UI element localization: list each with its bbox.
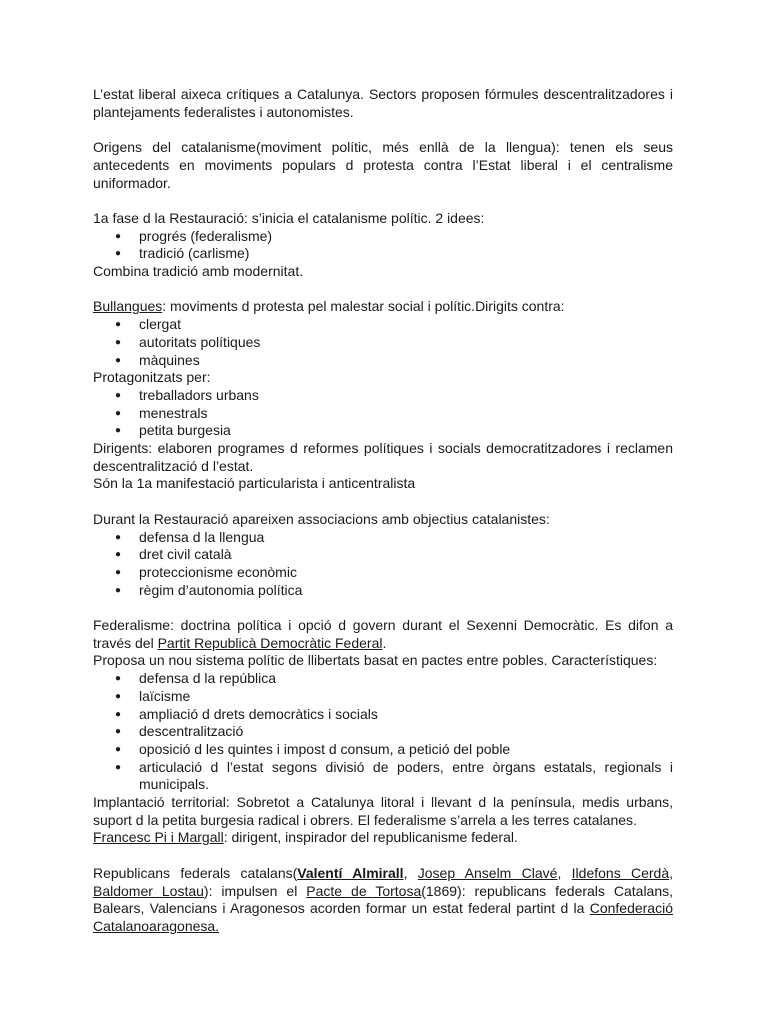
list-item: ● tradició (carlisme) [93,245,673,263]
pacte-tortosa-link[interactable]: Pacte de Tortosa [306,882,422,899]
clave-link[interactable]: Josep Anselm Clavé [417,864,558,881]
list-item: ● articulació d l’estat segons divisió de poders, entre òrgans estatals, regionals i municipals. [93,759,673,794]
list-item: ● menestrals [93,405,673,423]
list-item: ● laïcisme [93,688,673,706]
list-item: ● màquines [93,352,673,370]
implantacio-paragraph: Implantació territorial: Sobretot a Catalunya litoral i llevant d la península, medis urbans, suport d la petita burgesia radical i obrers. El federalisme s’arrela a les terres catalanes. [93,794,673,828]
list-item: ● oposició d les quintes i impost d consum, a petició del poble [93,741,673,759]
list-item: ● proteccionisme econòmic [93,564,673,582]
partit-link[interactable]: Partit Republicà Democràtic Federal [157,634,383,651]
origens-paragraph: Origens del catalanisme(moviment polític, més enllà de la llengua): tenen els seus antecedents en moviments populars d protesta contra l’Estat liberal i el centralisme uniformador. [93,139,673,191]
list-item: ● dret civil català [93,546,673,564]
list-item: ● petita burgesia [93,422,673,440]
lostau-link[interactable]: Baldomer Lostau [93,882,204,899]
bullangues-heading: Bullangues: moviments d protesta pel malestar social i polític.Dirigits contra: [93,298,565,315]
protagonists-heading: Protagonitzats per: [93,369,211,386]
proposa-paragraph: Proposa un nou sistema polític de llibertats basat en pactes entre pobles. Característiques: [93,652,658,669]
intro-paragraph: L’estat liberal aixeca crítiques a Catalunya. Sectors proposen fórmules descentralitzadores i plantejaments federalistes i autonomistes. [93,86,673,120]
almirall-link[interactable]: Valentí Almirall [297,864,404,881]
list-item: ● descentralització [93,723,673,741]
fase-heading: 1a fase d la Restauració: s’inicia el catalanisme polític. 2 idees: [93,209,485,226]
list-item: ● ampliació d drets democràtics i socials [93,706,673,724]
list-item: ● progrés (federalisme) [93,228,673,246]
list-item: ● defensa d la república [93,670,673,688]
restauracio-heading: Durant la Restauració apareixen associacions amb objectius catalanistes: [93,510,550,527]
federalisme-list [93,670,673,794]
confederacio-link[interactable]: Confederació Catalanoaragonesa. [93,900,673,934]
son-paragraph: Són la 1a manifestació particularista i anticentralista [93,475,416,492]
protagonists-list [93,387,673,440]
list-item: ● règim d’autonomia política [93,582,673,600]
fase-closing: Combina tradició amb modernitat. [93,263,304,279]
pi-margall-paragraph: Francesc Pi i Margall: dirigent, inspirador del republicanisme federal. [93,829,518,846]
list-item: ● treballadors urbans [93,387,673,405]
bullangues-against-list [93,316,673,369]
cerda-link[interactable]: Ildefons Cerdà [571,864,670,881]
document-page [93,86,673,936]
bullangues-term: Bullangues [93,298,163,315]
list-item: ● clergat [93,316,673,334]
list-item: ● defensa d la llengua [93,529,673,547]
dirigents-paragraph: Dirigents: elaboren programes d reformes polítiques i socials democratitzadores i reclamen descentralització d l’estat. [93,440,673,474]
republicans-paragraph: Republicans federals catalans(Valentí Almirall, Josep Anselm Clavé, Ildefons Cerdà, Baldomer Lostau): impulsen el Pacte de Tortosa(1869): republicans federals Catalans, Balears, Valencians i Aragonesos acorden formar un estat federal partint d la Confederació Catalanoaragonesa. [93,864,674,934]
pi-margall-link[interactable]: Francesc Pi i Margall [93,829,224,846]
federalisme-paragraph: Federalisme: doctrina política i opció d govern durant el Sexenni Democràtic. Es difon a través del Partit Republicà Democràtic Federal. [93,617,673,651]
fase-list [93,228,673,263]
restauracio-list [93,529,673,600]
list-item: ● autoritats polítiques [93,334,673,352]
